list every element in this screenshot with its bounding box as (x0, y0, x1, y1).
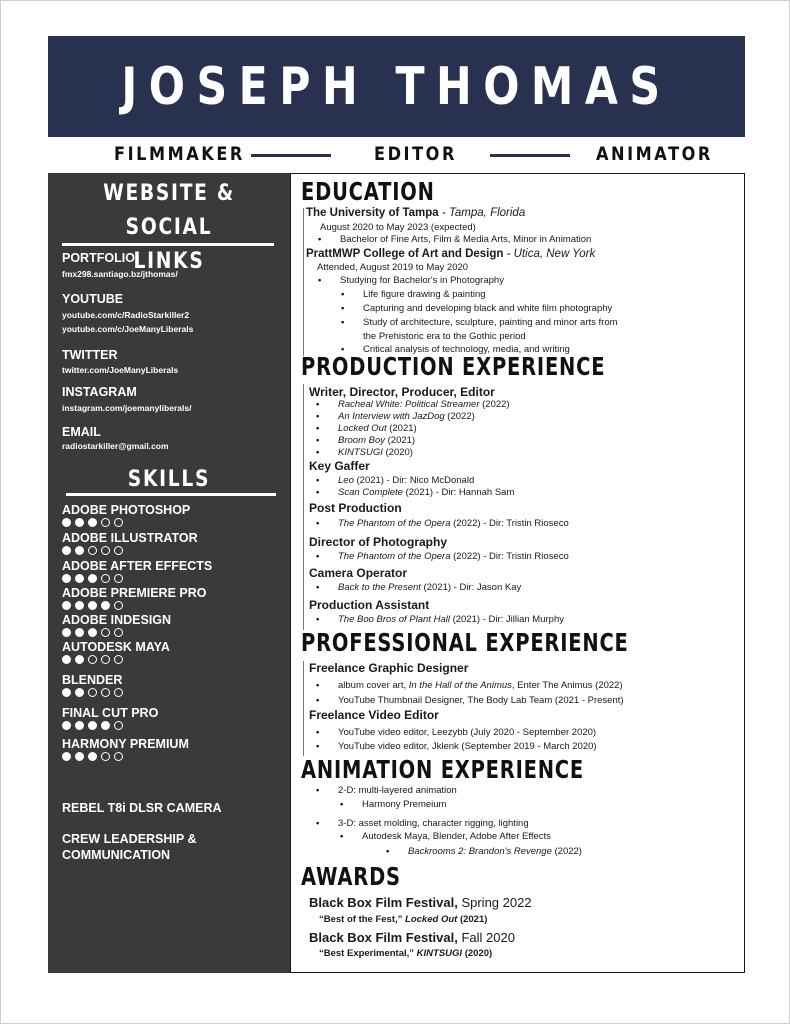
other-skill-leadership-line2: COMMUNICATION (62, 848, 171, 862)
credit-item: • KINTSUGI (2020) (338, 447, 413, 458)
youtube-link-1[interactable]: youtube.com/c/RadioStarkiller2 (62, 310, 190, 320)
rating-dot-filled (62, 601, 71, 610)
school-2-item: • Capturing and developing black and white film photography (363, 303, 612, 314)
skill-rating (62, 752, 189, 761)
rating-dot-empty (114, 518, 123, 527)
rating-dot-empty (101, 518, 110, 527)
skill-item (62, 640, 170, 664)
rating-dot-empty (88, 688, 97, 697)
professional-heading: PROFESSIONAL EXPERIENCE (301, 628, 629, 657)
rating-dot-filled (62, 518, 71, 527)
rating-dot-empty (101, 628, 110, 637)
skill-rating (62, 546, 198, 555)
skill-rating (62, 655, 170, 664)
rating-dot-empty (114, 688, 123, 697)
role-graphic-designer: Freelance Graphic Designer (309, 661, 469, 675)
section-bar (303, 661, 304, 756)
rating-dot-filled (75, 721, 84, 730)
skill-item (62, 503, 190, 527)
rating-dot-filled (88, 628, 97, 637)
skill-rating (62, 688, 123, 697)
other-skill-leadership-line1: CREW LEADERSHIP & (62, 832, 197, 846)
skills-heading: SKILLS (127, 467, 211, 492)
rating-dot-filled (101, 601, 110, 610)
skill-item (62, 531, 198, 555)
twitter-label: TWITTER (62, 348, 118, 362)
skill-rating (62, 601, 206, 610)
credit-item: • The Phantom of the Opera (2022) - Dir: Tristin Rioseco (338, 551, 569, 562)
skill-item (62, 559, 212, 583)
rating-dot-filled (75, 601, 84, 610)
rating-dot-empty (114, 655, 123, 664)
credit-item: • Broom Boy (2021) (338, 435, 415, 446)
work-item: • YouTube video editor, Leezybb (July 2020 - September 2020) (338, 727, 596, 738)
rating-dot-empty (101, 688, 110, 697)
main-content (290, 173, 745, 973)
skill-name: ADOBE PREMIERE PRO (62, 586, 207, 600)
role-key-gaffer: Key Gaffer (309, 459, 370, 473)
credit-item: • Leo (2021) - Dir: Nico McDonald (338, 475, 474, 486)
title-editor: EDITOR (374, 143, 457, 165)
role-writer-director: Writer, Director, Producer, Editor (309, 385, 495, 399)
education-heading: EDUCATION (301, 177, 435, 206)
awards-heading: AWARDS (301, 862, 401, 891)
rating-dot-filled (62, 546, 71, 555)
school-2-location: - Utica, New York (503, 248, 596, 260)
title-divider (490, 154, 570, 157)
school-1-location: - Tampa, Florida (438, 207, 526, 219)
animation-sub-item: • Harmony Premeium (362, 799, 446, 810)
role-video-editor: Freelance Video Editor (309, 708, 439, 722)
rating-dot-filled (62, 721, 71, 730)
rating-dot-filled (88, 601, 97, 610)
school-2-dates: Attended, August 2019 to May 2020 (317, 262, 469, 273)
skill-item (62, 706, 158, 730)
work-item: • album cover art, In the Hall of the Animus, Enter The Animus (2022) (338, 680, 623, 691)
skill-name: ADOBE PHOTOSHOP (62, 503, 191, 517)
rating-dot-filled (75, 688, 84, 697)
title-filmmaker: FILMMAKER (114, 143, 245, 165)
links-rule (62, 243, 274, 246)
credit-item: • Back to the Present (2021) - Dir: Jason Kay (338, 582, 521, 593)
other-skill-leadership (62, 831, 197, 863)
skill-rating (62, 574, 212, 583)
skill-name: ADOBE ILLUSTRATOR (62, 531, 198, 545)
youtube-link-2[interactable]: youtube.com/c/JoeManyLiberals (62, 324, 194, 334)
skill-item (62, 673, 123, 697)
animation-item: • 2-D: multi-layered animation (338, 785, 457, 796)
award-2: Black Box Film Festival, Fall 2020 (309, 930, 515, 945)
rating-dot-filled (62, 655, 71, 664)
animation-sub-item: • Autodesk Maya, Blender, Adobe After Effects (362, 831, 551, 842)
school-2-item-cont: the Prehistoric era to the Gothic period (363, 331, 526, 342)
skill-name: ADOBE INDESIGN (62, 613, 172, 627)
title-animator: ANIMATOR (596, 143, 713, 165)
credit-item: • Scan Complete (2021) - Dir: Hannah Sam (338, 487, 514, 498)
email-link[interactable]: radiostarkiller@gmail.com (62, 441, 169, 451)
links-heading-line1: WEBSITE & SOCIAL (103, 181, 235, 240)
rating-dot-filled (88, 752, 97, 761)
rating-dot-empty (88, 655, 97, 664)
twitter-link[interactable]: twitter.com/JoeManyLiberals (62, 365, 179, 375)
skills-rule (66, 493, 276, 496)
role-titles (48, 143, 745, 169)
skill-name: AUTODESK MAYA (62, 640, 170, 654)
skill-rating (62, 721, 158, 730)
skill-item (62, 586, 206, 610)
school-1-name: The University of Tampa (306, 207, 439, 219)
skill-name: ADOBE AFTER EFFECTS (62, 559, 213, 573)
role-post-production: Post Production (309, 501, 402, 515)
school-2-item: • Study of architecture, sculpture, painting and minor arts from (363, 317, 618, 328)
section-bar (303, 208, 304, 356)
school-1 (306, 207, 525, 219)
award-1-detail: “Best of the Fest,” Locked Out (2021) (319, 914, 488, 925)
rating-dot-filled (62, 574, 71, 583)
production-heading: PRODUCTION EXPERIENCE (301, 352, 606, 381)
rating-dot-empty (114, 628, 123, 637)
role-camera-operator: Camera Operator (309, 566, 408, 580)
role-production-assistant: Production Assistant (309, 598, 430, 612)
credit-item: • The Phantom of the Opera (2022) - Dir: Tristin Rioseco (338, 518, 569, 529)
instagram-label: INSTAGRAM (62, 385, 137, 399)
portfolio-link[interactable]: fmx298.santiago.bz/jthomas/ (62, 269, 178, 279)
rating-dot-filled (75, 655, 84, 664)
rating-dot-empty (114, 546, 123, 555)
rating-dot-empty (101, 655, 110, 664)
skill-name: BLENDER (62, 673, 123, 687)
rating-dot-filled (88, 518, 97, 527)
school-2-name: PrattMWP College of Art and Design (306, 248, 504, 260)
rating-dot-empty (114, 574, 123, 583)
animation-item: • 3-D: asset molding, character rigging, lighting (338, 818, 529, 829)
rating-dot-empty (101, 546, 110, 555)
rating-dot-empty (114, 601, 123, 610)
skill-name: HARMONY PREMIUM (62, 737, 189, 751)
rating-dot-empty (88, 546, 97, 555)
title-divider (251, 154, 331, 157)
credit-item: • The Boo Bros of Plant Hall (2021) - Dir: Jillian Murphy (338, 614, 564, 625)
school-1-degree: • Bachelor of Fine Arts, Film & Media Arts, Minor in Animation (340, 234, 591, 245)
credit-item: • Locked Out (2021) (338, 423, 417, 434)
rating-dot-filled (88, 721, 97, 730)
rating-dot-empty (114, 721, 123, 730)
work-item: • YouTube video editor, Jklenk (September 2019 - March 2020) (338, 741, 597, 752)
school-2-item: • Life figure drawing & painting (363, 289, 486, 300)
rating-dot-filled (88, 574, 97, 583)
rating-dot-filled (62, 688, 71, 697)
skill-rating (62, 628, 171, 637)
portfolio-label: PORTFOLIO (62, 251, 135, 265)
rating-dot-empty (114, 752, 123, 761)
rating-dot-filled (75, 546, 84, 555)
sidebar (48, 173, 290, 973)
links-heading-line2: LINKS (133, 249, 205, 274)
credit-item: • An Interview with JazDog (2022) (338, 411, 475, 422)
name-title: JOSEPH THOMAS (121, 56, 672, 117)
school-2-study: • Studying for Bachelor's in Photography (340, 275, 504, 286)
email-label: EMAIL (62, 425, 101, 439)
instagram-link[interactable]: instagram.com/joemanyliberals/ (62, 403, 192, 413)
skill-item (62, 613, 171, 637)
name-banner (48, 36, 745, 137)
animation-project: • Backrooms 2: Brandon's Revenge (2022) (408, 846, 582, 857)
rating-dot-filled (75, 628, 84, 637)
other-skill-camera: REBEL T8i DLSR CAMERA (62, 801, 222, 815)
role-director-of-photography: Director of Photography (309, 535, 448, 549)
rating-dot-filled (75, 574, 84, 583)
animation-heading: ANIMATION EXPERIENCE (301, 755, 585, 784)
credit-item: • Racheal White: Political Streamer (2022) (338, 399, 510, 410)
rating-dot-empty (101, 574, 110, 583)
rating-dot-empty (101, 752, 110, 761)
section-bar (303, 384, 304, 630)
rating-dot-filled (75, 518, 84, 527)
school-1-dates: August 2020 to May 2023 (expected) (320, 222, 476, 233)
skill-rating (62, 518, 190, 527)
award-2-detail: “Best Experimental,” KINTSUGI (2020) (319, 948, 493, 959)
rating-dot-filled (62, 628, 71, 637)
skill-item (62, 737, 189, 761)
rating-dot-filled (101, 721, 110, 730)
school-2-item: • Critical analysis of technology, media, and writing (363, 344, 570, 355)
school-2 (306, 248, 595, 260)
skill-name: FINAL CUT PRO (62, 706, 159, 720)
rating-dot-filled (75, 752, 84, 761)
award-1: Black Box Film Festival, Spring 2022 (309, 895, 532, 910)
rating-dot-filled (62, 752, 71, 761)
work-item: • YouTube Thumbnail Designer, The Body Lab Team (2021 - Present) (338, 695, 624, 706)
youtube-label: YOUTUBE (62, 292, 124, 306)
